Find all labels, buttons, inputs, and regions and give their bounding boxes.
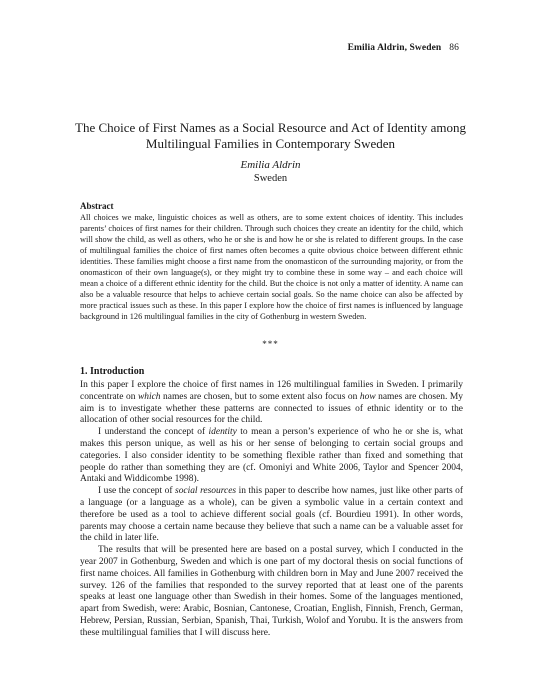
section-separator: *** <box>262 339 279 349</box>
intro-paragraph-4: The results that will be presented here are based on a postal survey, which I conducted in the year 2007 in Gothenburg, Sweden and which is one part of my doctoral thesis on social functions of first name choices. All families in Gothenburg with children born in May and June 2007 received the survey. 126 of the families that responded to the survey reported that at least one of the parents speaks at least one language other than Swedish in their homes. Some of the languages mentioned, apart from Swedish, were: Arabic, Bosnian, Cantonese, Croatian, English, Finnish, French, German, Hebrew, Persian, Russian, Serbian, Spanish, Thai, Turkish, Wolof and Yorubu. It is the answers from these multilingual families that I will discuss here. <box>80 545 463 638</box>
running-header <box>348 43 459 53</box>
p3-text-a: I use the concept of <box>98 486 176 497</box>
page-number: 86 <box>449 43 459 53</box>
p2-emphasis-identity: identity <box>208 427 237 438</box>
introduction-body <box>80 380 463 640</box>
p1-text-c: names are chosen. My aim is to investigate whether these patterns are connected to issues of ethnic identity or to the allocation of other social resources for the child. <box>80 391 463 426</box>
header-author-location: Emilia Aldrin, Sweden <box>347 43 442 53</box>
p3-emphasis-social-resources: social resources <box>175 486 237 497</box>
abstract-heading: Abstract <box>80 201 114 211</box>
title-line-2: Multilingual Families in Contemporary Sweden <box>145 136 396 151</box>
paper-title <box>60 120 481 152</box>
intro-paragraph-1 <box>80 380 463 427</box>
p2-text-a: I understand the concept of <box>98 427 209 438</box>
p2-text-b: to mean a person’s experience of who he or she is, what makes this person unique, as well as his or her sense of belonging to certain social groups and categories. I also consider identity to be something flexible rather than fixed and something that people do rather than something they are (cf. Omoniyi and White 2006, Taylor and Spencer 2004, Antaki and Widdicombe 1998). <box>80 427 464 485</box>
intro-paragraph-2 <box>80 427 463 486</box>
p3-text-b: in this paper to describe how names, just like other parts of a language (or a language as a whole), can be given a symbolic value in a certain context and therefore be used as a tool to achieve different social goals (cf. Bourdieu 1991). In other words, parents may choose a certain name because they believe that such a name can be a valuable asset for the child in later life. <box>80 486 463 544</box>
abstract-text: All choices we make, linguistic choices as well as others, are to some extent choices of identity. This includes parents’ choices of first names for their children. Through such choices they create an identity for the child, which will show the child, as well as others, who he or she is and how he or she is related to different groups. In the case of multilingual families the choice of first names often becomes a quite obvious choice between different ethnic identities. These families might choose a first name from the onomasticon of the surrounding majority, or from the onomasticon of their own language(s), or they might try to combine these in some way – and each choice will mean a choice of a different ethnic identity for the child. But the choice is not only a matter of identity. A name can also be a valuable resource that helps to achieve certain social goals. So the name choice can also be affected by more practical issues such as these. In this paper I explore how the choice of first names is influenced by language background in 126 multilingual families in the city of Gothenburg in western Sweden. <box>80 213 463 321</box>
p1-text-b: names are chosen, but to some extent also focus on <box>160 391 360 402</box>
abstract-body <box>80 212 463 322</box>
author-name: Emilia Aldrin <box>240 159 301 171</box>
intro-paragraph-3 <box>80 486 463 545</box>
introduction-heading: 1. Introduction <box>80 366 145 377</box>
p1-emphasis-how: how <box>359 391 376 402</box>
p1-emphasis-which: which <box>137 391 161 402</box>
title-line-1: The Choice of First Names as a Social Resource and Act of Identity among <box>75 120 466 135</box>
author-affiliation: Sweden <box>253 173 288 184</box>
p1-text-a: In this paper I explore the choice of first names in 126 multilingual families in Sweden. I primarily concentrate on <box>80 380 463 402</box>
